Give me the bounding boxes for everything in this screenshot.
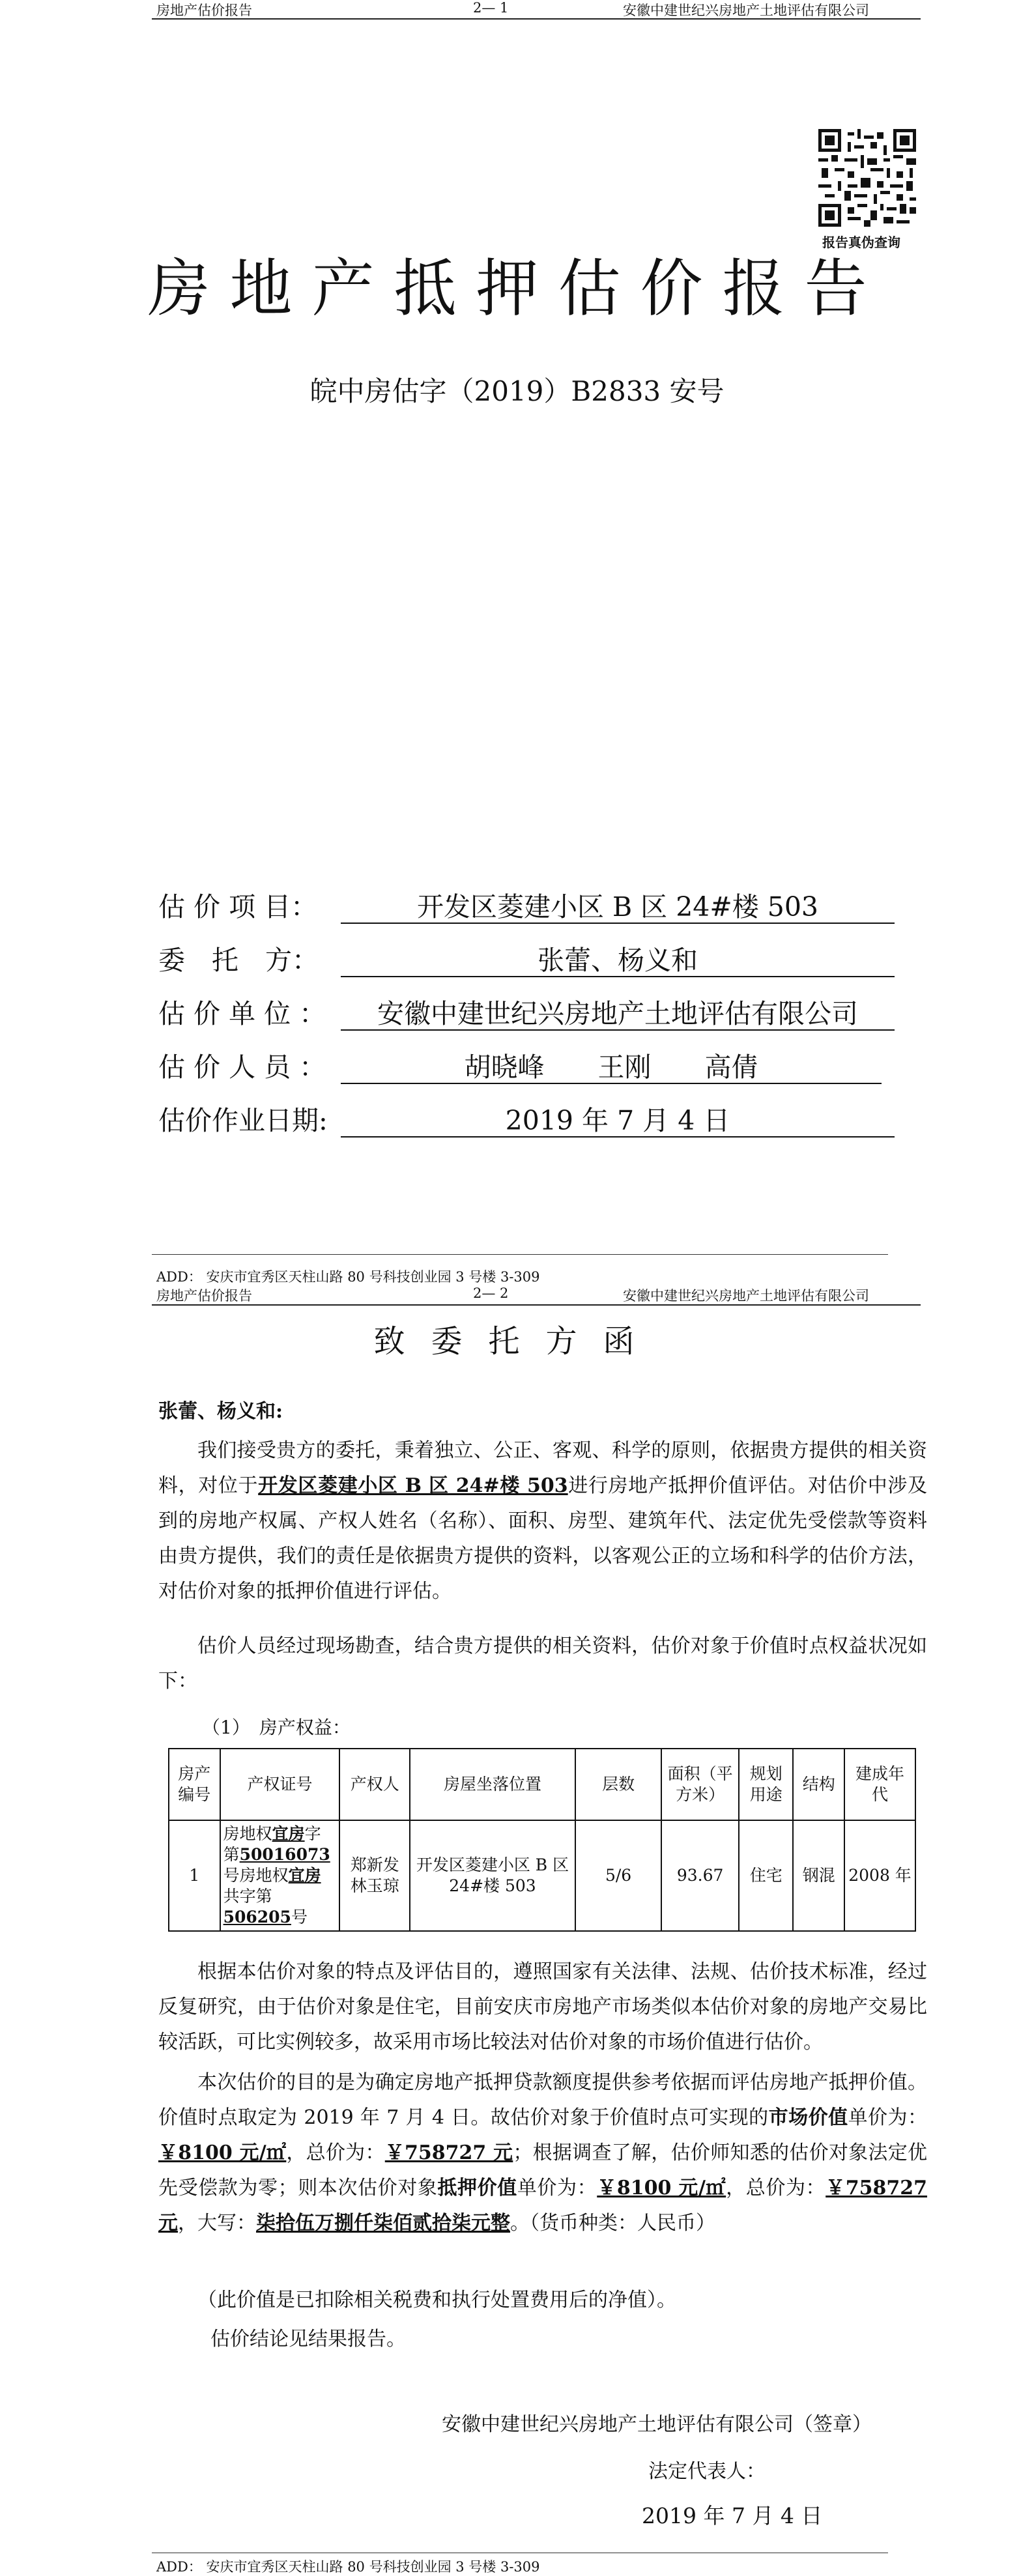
info-value: 2019 年 7 月 4 日 — [341, 1104, 895, 1138]
table-row — [169, 1820, 915, 1931]
table-header-cell: 产权人 — [339, 1749, 410, 1820]
footer-rule — [152, 1254, 888, 1255]
table-header-row — [169, 1749, 915, 1820]
signature-date: 2019 年 7 月 4 日 — [642, 2503, 823, 2528]
page-header-number: 2— 1 — [473, 0, 509, 16]
property-address: 开发区菱建小区 B 区 24#楼 503 — [258, 1474, 568, 1497]
page-header-number: 2— 2 — [473, 1285, 509, 1301]
page-header-company: 安徽中建世纪兴房地产土地评估有限公司 — [623, 3, 869, 18]
info-label: 委 托 方： — [158, 945, 319, 976]
header-rule — [152, 18, 921, 20]
table-header-cell: 规划用途 — [739, 1749, 793, 1820]
property-rights-table — [168, 1748, 916, 1932]
table-cell: 5/6 — [575, 1820, 661, 1931]
info-value: 张蕾、杨义和 — [341, 943, 895, 977]
report-number: 皖中房估字（2019）B2833 安号 — [309, 375, 725, 407]
info-label: 估 价 项 目： — [158, 891, 318, 923]
letter-paragraph-4: 本次估价的目的是为确定房地产抵押贷款额度提供参考依据而评估房地产抵押价值。价值时点取定为 2019 年 7 月 4 日。故估价对象于价值时点可实现的市场价值单价为：￥8100 元/㎡，总价为：￥758727 元；根据调查了解，估价师知悉的估价对象法定优先受偿款为零；则本次估价对象抵押价值单价为：￥8100 元/㎡，总价为：￥758727 元，大写：柒拾伍万捌仟柒佰贰拾柒元整。（货币种类：人民币） — [158, 2071, 928, 2235]
footer-address: ADD： 安庆市宜秀区天柱山路 80 号科技创业园 3 号楼 3-309 — [156, 1269, 540, 1285]
subheading-property-rights: （1） 房产权益： — [202, 1717, 351, 1738]
table-cell: 93.67 — [661, 1820, 739, 1931]
letter-paragraph-1 — [158, 1433, 927, 1609]
letter-paragraph-5: （此价值是已扣除相关税费和执行处置费用后的净值）。 — [197, 2289, 676, 2311]
table-header-cell: 面积（平方米） — [661, 1749, 739, 1820]
report-title: 房地产抵押估价报告 — [147, 252, 887, 325]
table-cell: 住宅 — [739, 1820, 793, 1931]
table-cell: 郑新发林玉琼 — [339, 1820, 410, 1931]
table-header-cell: 产权证号 — [220, 1749, 340, 1820]
text-segment: 我们接受贵方的委托，秉着独立、公正、客观、科学的原则，依据贵方提供的相关资料，对位于 — [158, 1439, 927, 1497]
qr-caption: 报告真伪查询 — [822, 235, 900, 250]
info-value: 安徽中建世纪兴房地产土地评估有限公司 — [341, 997, 895, 1031]
info-label: 估价作业日期: — [158, 1105, 328, 1136]
table-cell: 钢混 — [793, 1820, 844, 1931]
table-cell: 1 — [169, 1820, 220, 1931]
info-label: 估 价 人 员 ： — [158, 1052, 326, 1083]
letter-salutation: 张蕾、杨义和: — [158, 1400, 283, 1423]
table-header-cell: 建成年代 — [844, 1749, 915, 1820]
table-cell: 开发区菱建小区 B 区 24#楼 503 — [410, 1820, 575, 1931]
letter-paragraph-3: 根据本估价对象的特点及评估目的，遵照国家有关法律、法规、估价技术标准，经过反复研究，由于估价对象是住宅，目前安庆市房地产市场类似本估价对象的房地产交易比较活跃，可比实例较多，故采用市场比较法对估价对象的市场价值进行估价。 — [158, 1960, 927, 2054]
letter-paragraph-2: 估价人员经过现场勘查，结合贵方提供的相关资料，估价对象于价值时点权益状况如下： — [158, 1635, 927, 1693]
info-label: 估 价 单 位 ： — [158, 998, 326, 1029]
signature-representative: 法定代表人： — [648, 2460, 766, 2483]
qr-code-icon[interactable] — [818, 129, 916, 227]
letter-paragraph-6: 估价结论见结果报告。 — [210, 2328, 406, 2351]
table-header-cell: 层数 — [575, 1749, 661, 1820]
letter-title: 致委托方函 — [373, 1323, 661, 1360]
table-header-cell: 房产编号 — [169, 1749, 220, 1820]
table-cell-certificate: 房地权宜房字第50016073号房地权宜房共字第506205号 — [220, 1820, 340, 1931]
page-header-left: 房地产估价报告 — [156, 1288, 252, 1304]
signature-company: 安徽中建世纪兴房地产土地评估有限公司（签章） — [442, 2413, 872, 2436]
footer-address: ADD： 安庆市宜秀区天柱山路 80 号科技创业园 3 号楼 3-309 — [156, 2559, 540, 2575]
page-header-left: 房地产估价报告 — [156, 3, 252, 18]
text-segment: 进行房地产抵押价值评估。对估价中涉及到的房地产权属、产权人姓名（名称）、面积、房型、建筑年代、法定优先受偿款等资料由贵方提供，我们的责任是依据贵方提供的资料，以客观公正的立场和科学的估价方法，对估价对象的抵押价值进行评估。 — [158, 1474, 928, 1603]
page-header-company: 安徽中建世纪兴房地产土地评估有限公司 — [623, 1288, 869, 1304]
info-value: 开发区菱建小区 B 区 24#楼 503 — [341, 890, 895, 924]
info-value: 胡晓峰 王刚 高倩 — [341, 1050, 882, 1084]
table-header-cell: 房屋坐落位置 — [410, 1749, 575, 1820]
header-rule — [152, 1304, 921, 1306]
table-cell: 2008 年 — [844, 1820, 915, 1931]
table-header-cell: 结构 — [793, 1749, 844, 1820]
